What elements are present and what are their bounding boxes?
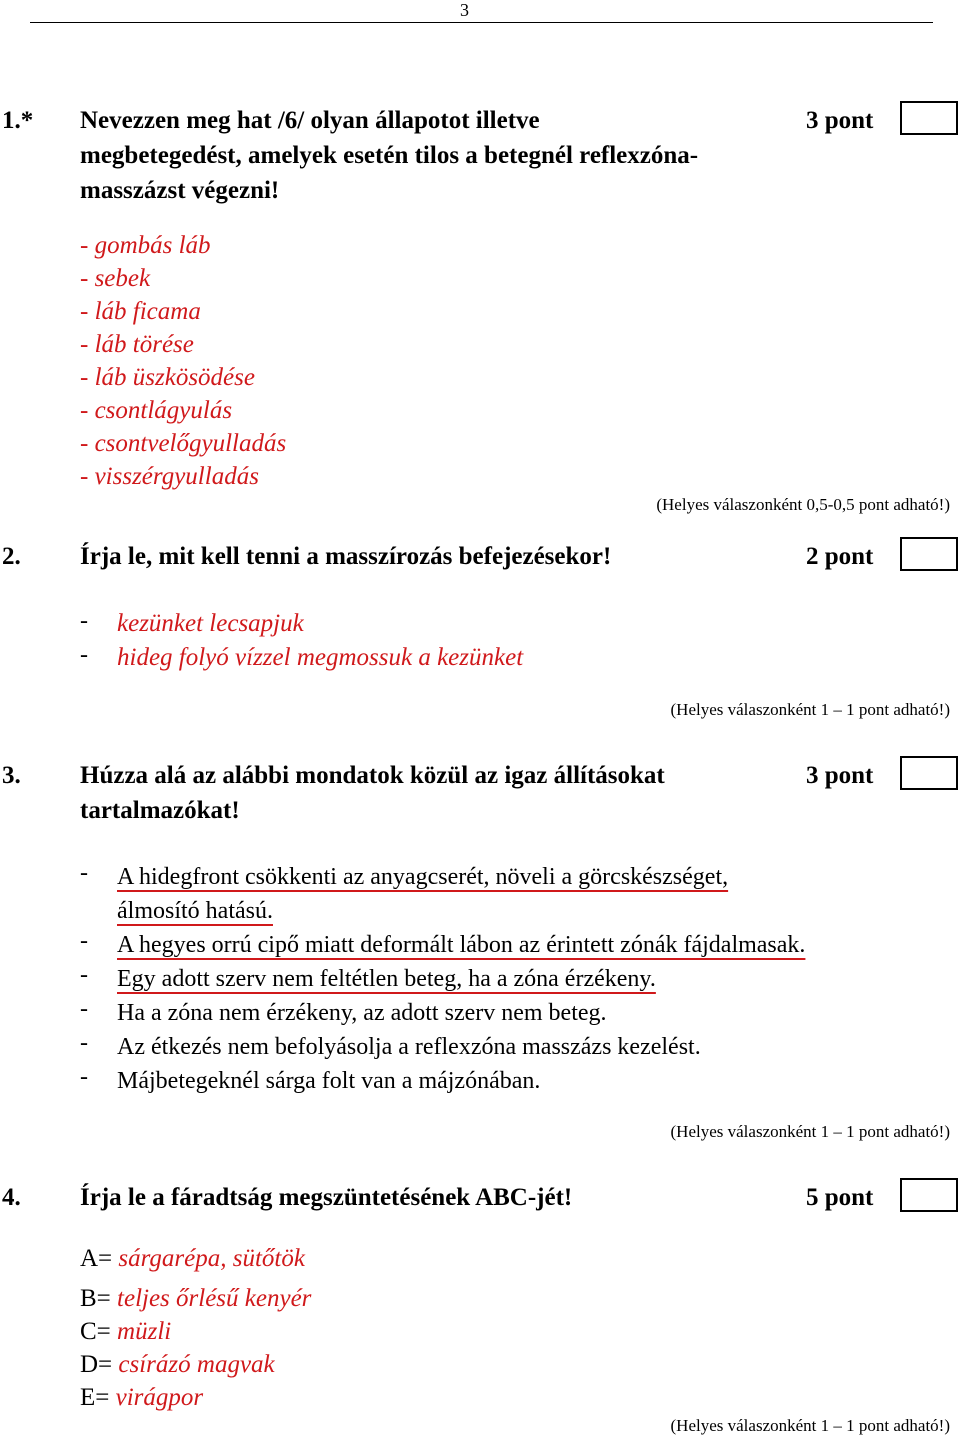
- q3-statement-2[interactable]: A hegyes orrú cipő miatt deformált lábon az érintett zónák fájdalmasak.: [117, 932, 806, 958]
- q4-answer-e-value: virágpor: [115, 1384, 204, 1411]
- q1-text-line3: masszázst végezni!: [80, 177, 280, 204]
- q1-answer-4: - láb törése: [80, 331, 194, 358]
- q3-scoring-note: (Helyes válaszonként 1 – 1 pont adható!): [670, 1122, 950, 1141]
- q2-answer-1: kezünket lecsapjuk: [117, 610, 304, 637]
- q1-answer-3: - láb ficama: [80, 298, 201, 325]
- q1-answer-1: - gombás láb: [80, 232, 211, 259]
- q4-answer-d-label: D=: [80, 1351, 119, 1378]
- q4-scoring-note: (Helyes válaszonként 1 – 1 pont adható!): [670, 1416, 950, 1435]
- q2-score-box[interactable]: [900, 537, 958, 571]
- q3-number: 3.: [2, 762, 21, 789]
- q4-score-box[interactable]: [900, 1178, 958, 1212]
- q3-statement-3[interactable]: Egy adott szerv nem feltétlen beteg, ha a zóna érzékeny.: [117, 966, 656, 992]
- q2-answer-2: hideg folyó vízzel megmossuk a kezünket: [117, 644, 524, 671]
- q1-number: 1.*: [2, 107, 34, 134]
- q4-answer-c: [80, 1315, 171, 1348]
- q3-statement-1-dash: -: [80, 860, 88, 886]
- q1-answer-2: - sebek: [80, 265, 151, 292]
- q4-answer-c-value: müzli: [117, 1318, 172, 1345]
- q4-text: Írja le a fáradtság megszüntetésének ABC-jét!: [80, 1184, 573, 1211]
- q3-text-line2: tartalmazókat!: [80, 797, 240, 824]
- q2-text: Írja le, mit kell tenni a masszírozás befejezésekor!: [80, 543, 612, 570]
- q4-answer-e: [80, 1381, 203, 1414]
- q4-answer-b: [80, 1282, 311, 1315]
- q3-statement-6-dash: -: [80, 1064, 88, 1090]
- q3-statement-4[interactable]: Ha a zóna nem érzékeny, az adott szerv nem beteg.: [117, 1000, 607, 1026]
- page-number: 3: [460, 0, 469, 20]
- q2-scoring-note: (Helyes válaszonként 1 – 1 pont adható!): [670, 700, 950, 719]
- q1-answer-8: - visszérgyulladás: [80, 463, 259, 490]
- q3-statement-1[interactable]: A hidegfront csökkenti az anyagcserét, növeli a görcskészséget,: [117, 864, 729, 890]
- q1-text-line1: Nevezzen meg hat /6/ olyan állapotot illetve: [80, 107, 540, 134]
- q4-answer-d-value: csírázó magvak: [118, 1351, 275, 1378]
- q3-statement-5-dash: -: [80, 1030, 88, 1056]
- q4-answer-d: [80, 1348, 275, 1381]
- q4-answer-b-value: teljes őrlésű kenyér: [117, 1285, 312, 1312]
- q3-statement-5[interactable]: Az étkezés nem befolyásolja a reflexzóna masszázs kezelést.: [117, 1034, 701, 1060]
- q1-points: 3 pont: [806, 107, 874, 134]
- q3-statement-6[interactable]: Májbetegeknél sárga folt van a májzónában.: [117, 1068, 541, 1094]
- q2-answer-1-dash: -: [80, 608, 88, 634]
- q4-number: 4.: [2, 1184, 21, 1211]
- q3-text-line1: Húzza alá az alábbi mondatok közül az igaz állításokat: [80, 762, 665, 789]
- q4-answer-a-label: A=: [80, 1245, 119, 1272]
- q4-points: 5 pont: [806, 1184, 874, 1211]
- q4-answer-a-value: sárgarépa, sütőtök: [118, 1245, 305, 1272]
- q4-answer-c-label: C=: [80, 1318, 118, 1345]
- q3-score-box[interactable]: [900, 756, 958, 790]
- header-rule: [30, 22, 933, 23]
- q1-score-box[interactable]: [900, 101, 958, 135]
- q3-statement-1-cont[interactable]: álmosító hatású.: [117, 898, 273, 924]
- q3-statement-3-dash: -: [80, 962, 88, 988]
- q4-answer-b-label: B=: [80, 1285, 118, 1312]
- q1-answer-5: - láb üszkösödése: [80, 364, 255, 391]
- q1-answer-7: - csontvelőgyulladás: [80, 430, 287, 457]
- q1-text-line2: megbetegedést, amelyek esetén tilos a betegnél reflexzóna-: [80, 142, 699, 169]
- q4-answer-e-label: E=: [80, 1384, 116, 1411]
- q2-points: 2 pont: [806, 543, 874, 570]
- q3-statement-2-dash: -: [80, 928, 88, 954]
- q3-points: 3 pont: [806, 762, 874, 789]
- q2-number: 2.: [2, 543, 21, 570]
- q4-answer-a: [80, 1242, 305, 1275]
- q3-statement-4-dash: -: [80, 996, 88, 1022]
- q2-answer-2-dash: -: [80, 642, 88, 668]
- q1-answer-6: - csontlágyulás: [80, 397, 233, 424]
- q1-scoring-note: (Helyes válaszonként 0,5-0,5 pont adható!): [656, 495, 950, 514]
